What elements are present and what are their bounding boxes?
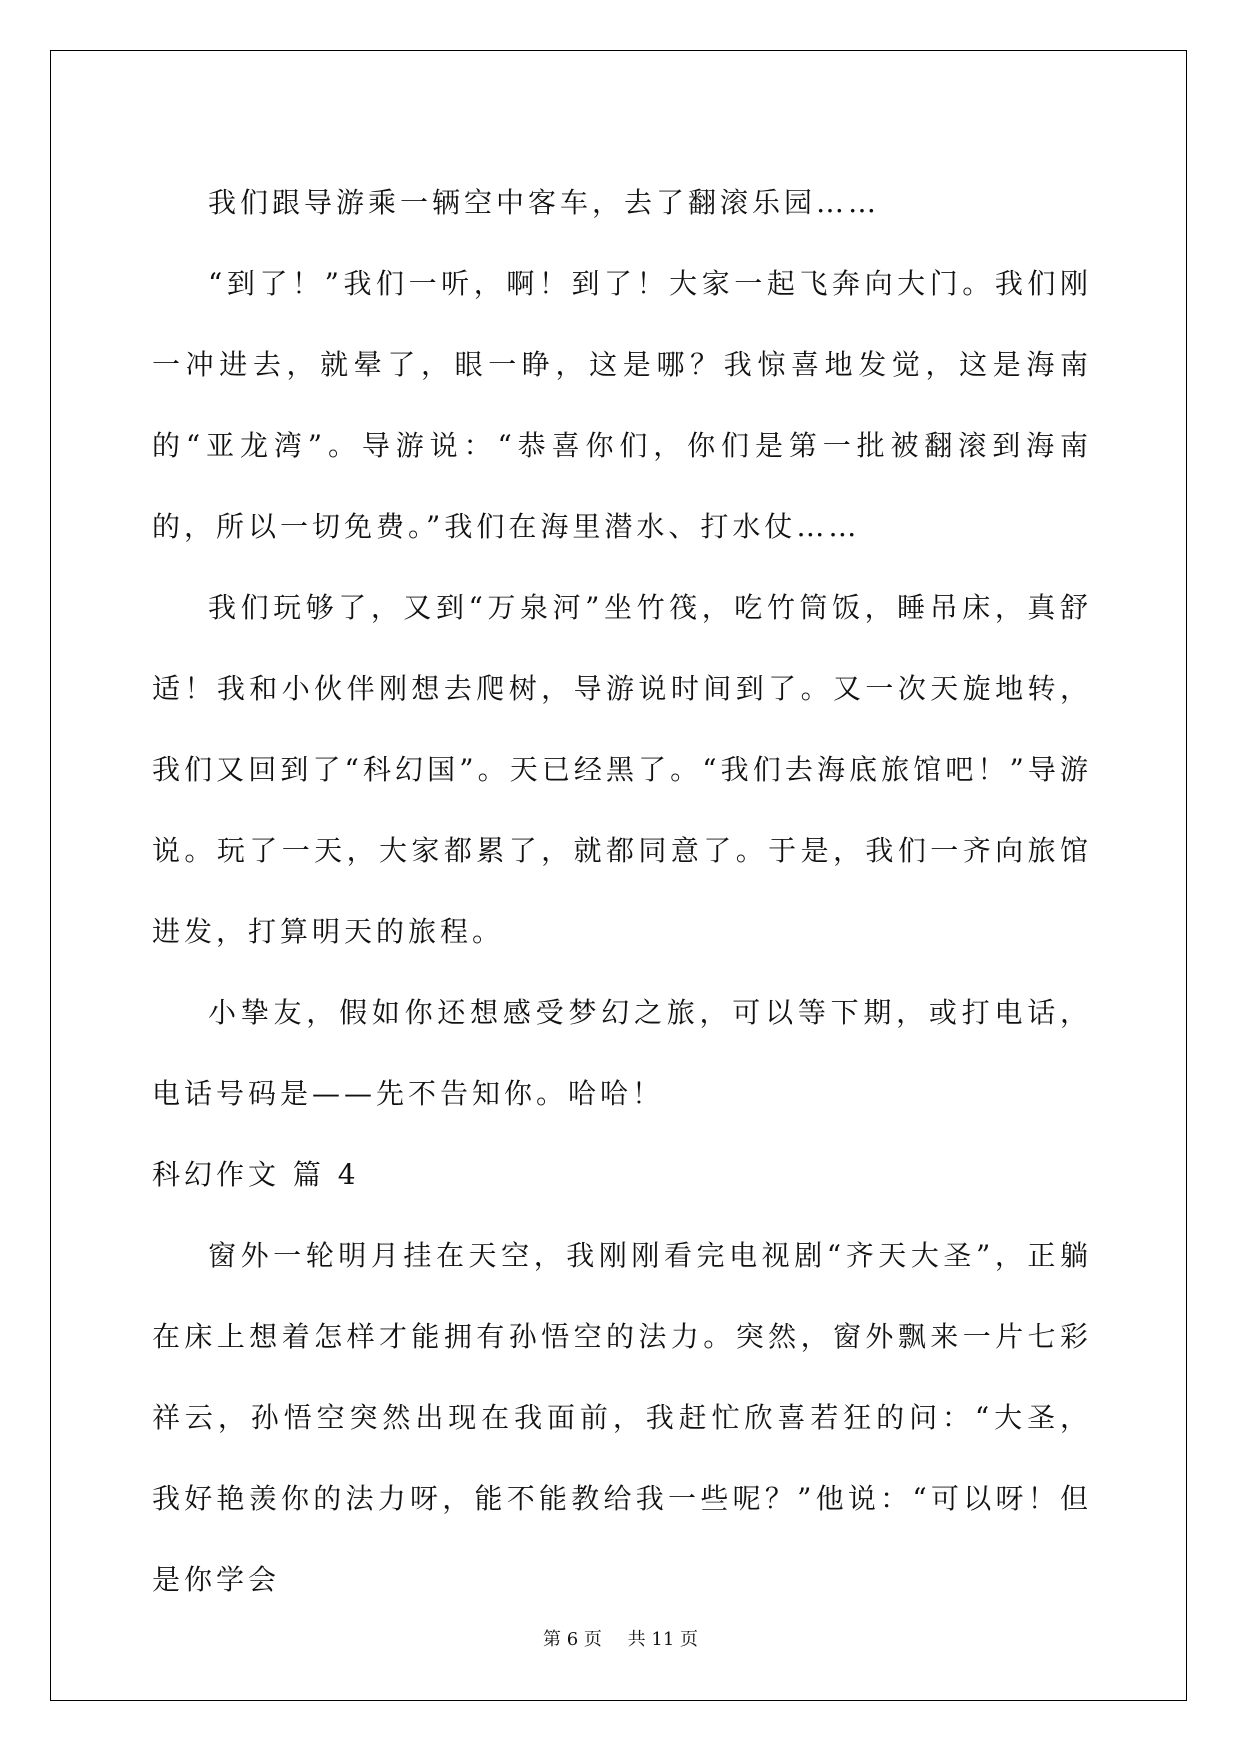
document-body xyxy=(152,162,1092,1620)
paragraph: 我们玩够了，又到“万泉河”坐竹筏，吃竹筒饭，睡吊床，真舒适！我和小伙伴刚想去爬树，导游说时间到了。又一次天旋地转，我们又回到了“科幻国”。天已经黑了。“我们去海底旅馆吧！”导游说。玩了一天，大家都累了，就都同意了。于是，我们一齐向旅馆进发，打算明天的旅程。 xyxy=(152,591,1092,948)
paragraph: 小挚友，假如你还想感受梦幻之旅，可以等下期，或打电话，电话号码是——先不告知你。哈哈！ xyxy=(152,996,1092,1110)
page-footer xyxy=(0,1625,1241,1651)
paragraph: “到了！”我们一听，啊！到了！大家一起飞奔向大门。我们刚一冲进去，就晕了，眼一睁，这是哪？我惊喜地发觉，这是海南的“亚龙湾”。导游说：“恭喜你们，你们是第一批被翻滚到海南的，所以一切免费。”我们在海里潜水、打水仗…… xyxy=(152,267,1092,543)
paragraph: 我们跟导游乘一辆空中客车，去了翻滚乐园…… xyxy=(208,186,881,219)
paragraph: 窗外一轮明月挂在天空，我刚刚看完电视剧“齐天大圣”，正躺在床上想着怎样才能拥有孙悟空的法力。突然，窗外飘来一片七彩祥云，孙悟空突然出现在我面前，我赶忙欣喜若狂的问：“大圣，我好艳羡你的法力呀，能不能教给我一些呢？”他说：“可以呀！但是你学会 xyxy=(152,1239,1092,1596)
section-heading: 科幻作文 篇 4 xyxy=(152,1158,360,1191)
page-total: 共 11 页 xyxy=(627,1629,698,1650)
page-number: 第 6 页 xyxy=(543,1629,602,1650)
